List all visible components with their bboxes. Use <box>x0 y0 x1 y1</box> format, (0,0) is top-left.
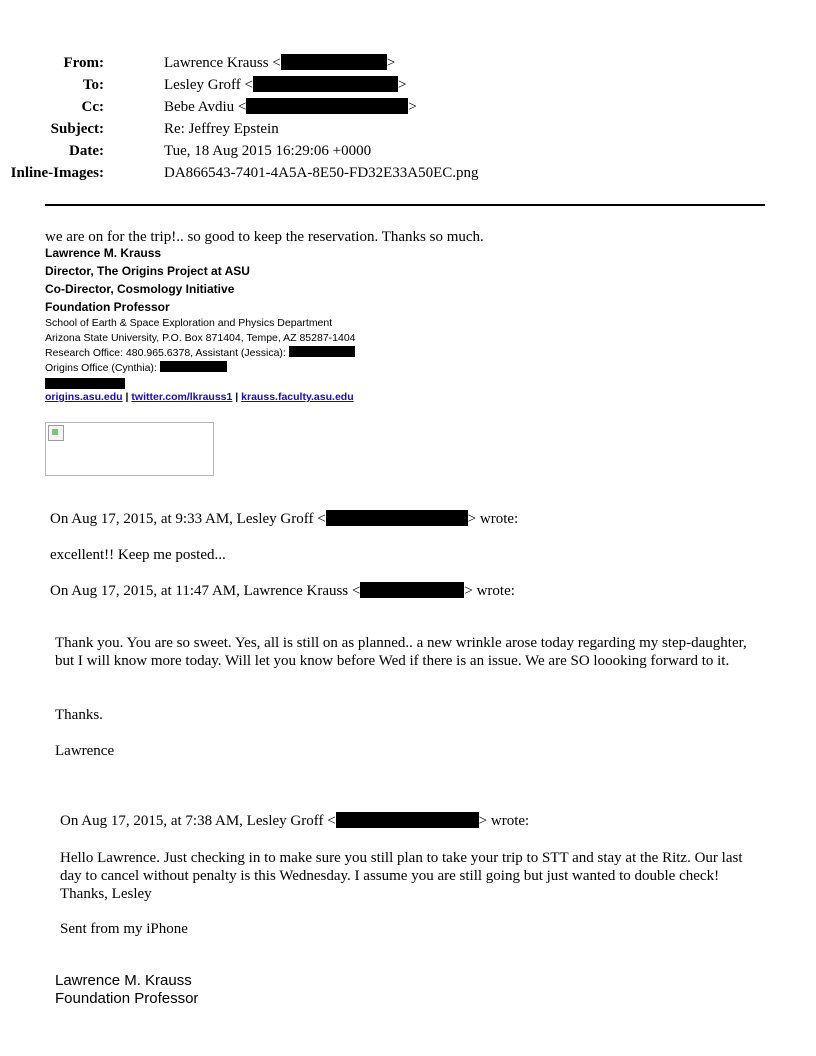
quote3-header <box>60 812 529 830</box>
broken-image-icon <box>48 425 64 441</box>
redaction-box <box>160 361 227 372</box>
quote1-text: excellent!! Keep me posted... <box>50 547 226 563</box>
quote2-header-pre: On Aug 17, 2015, at 11:47 AM, Lawrence Krauss < <box>50 583 361 599</box>
redaction-box <box>289 346 355 357</box>
close-bracket: > <box>398 77 407 93</box>
footer-name: Lawrence M. Krauss <box>55 972 192 989</box>
research-office-text: Research Office: 480.965.6378, Assistant (Jessica): <box>45 347 286 359</box>
redaction-box <box>253 76 398 92</box>
subject-value: Re: Jeffrey Epstein <box>164 121 279 137</box>
redaction-box <box>281 54 387 70</box>
inline-image-placeholder <box>45 422 214 476</box>
header-divider <box>45 204 765 206</box>
to-name: Lesley Groff < <box>164 77 253 93</box>
quote2-thanks: Thanks. <box>55 707 103 723</box>
redaction-box <box>246 98 408 114</box>
from-label: From: <box>63 55 104 71</box>
date-label: Date: <box>69 143 104 159</box>
to-value <box>164 76 406 94</box>
to-label: To: <box>82 77 104 93</box>
quote2-header <box>50 582 515 600</box>
cc-name: Bebe Avdiu < <box>164 99 247 115</box>
redaction-box <box>336 812 479 828</box>
quote3-sent-from: Sent from my iPhone <box>60 921 188 937</box>
sig-title-director: Director, The Origins Project at ASU <box>45 264 250 278</box>
redaction-box <box>326 510 468 526</box>
sig-title-professor: Foundation Professor <box>45 300 170 314</box>
link-separator: | <box>125 391 129 403</box>
from-name: Lawrence Krauss < <box>164 55 281 71</box>
sig-department: School of Earth & Space Exploration and Physics Department <box>45 317 333 329</box>
from-value <box>164 54 395 72</box>
quote2-paragraph: Thank you. You are so sweet. Yes, all is still on as planned.. a new wrinkle arose today regarding my step-daughter, but I will know more today. Will let you know before Wed if there is an issue. We are SO loooking forward to it. <box>55 635 747 669</box>
cc-label: Cc: <box>81 99 104 115</box>
link-separator: | <box>235 391 239 403</box>
redaction-box <box>360 582 464 598</box>
footer-title: Foundation Professor <box>55 990 199 1007</box>
link-faculty[interactable]: krauss.faculty.asu.edu <box>241 391 354 403</box>
link-origins[interactable]: origins.asu.edu <box>45 391 123 403</box>
opening-line: we are on for the trip!.. so good to keep the reservation. Thanks so much. <box>45 229 484 245</box>
close-bracket: > <box>386 55 396 71</box>
sig-address: Arizona State University, P.O. Box 871404, Tempe, AZ 85287-1404 <box>45 332 356 344</box>
sig-title-codirector: Co-Director, Cosmology Initiative <box>45 282 235 296</box>
redaction-box <box>45 378 125 389</box>
sig-research-office <box>45 346 355 361</box>
quote2-signoff: Lawrence <box>55 743 115 759</box>
inline-images-label: Inline-Images: <box>10 165 104 181</box>
quote1-header-post: > wrote: <box>467 511 519 527</box>
close-bracket: > <box>408 99 417 115</box>
quote1-header <box>50 510 518 528</box>
quote3-paragraph: Hello Lawrence. Just checking in to make sure you still plan to take your trip to STT and stay at the Ritz. Our last day to cancel without penalty is this Wednesday. I assume you are still going but just wanted to double check! Thanks, Lesley <box>60 850 743 902</box>
quote2-header-post: > wrote: <box>464 583 515 599</box>
sig-origins-office <box>45 361 227 376</box>
quote3-header-pre: On Aug 17, 2015, at 7:38 AM, Lesley Groff < <box>60 813 336 829</box>
sig-links <box>45 391 354 403</box>
link-twitter[interactable]: twitter.com/lkrauss1 <box>131 391 233 403</box>
cc-value <box>164 98 417 116</box>
subject-label: Subject: <box>50 121 104 137</box>
inline-images-value: DA866543-7401-4A5A-8E50-FD32E33A50EC.png <box>164 165 479 181</box>
quote1-header-pre: On Aug 17, 2015, at 9:33 AM, Lesley Groff < <box>50 511 326 527</box>
quote3-header-post: > wrote: <box>478 813 530 829</box>
sig-name: Lawrence M. Krauss <box>45 246 162 260</box>
date-value: Tue, 18 Aug 2015 16:29:06 +0000 <box>164 143 372 159</box>
origins-office-text: Origins Office (Cynthia): <box>45 362 157 374</box>
